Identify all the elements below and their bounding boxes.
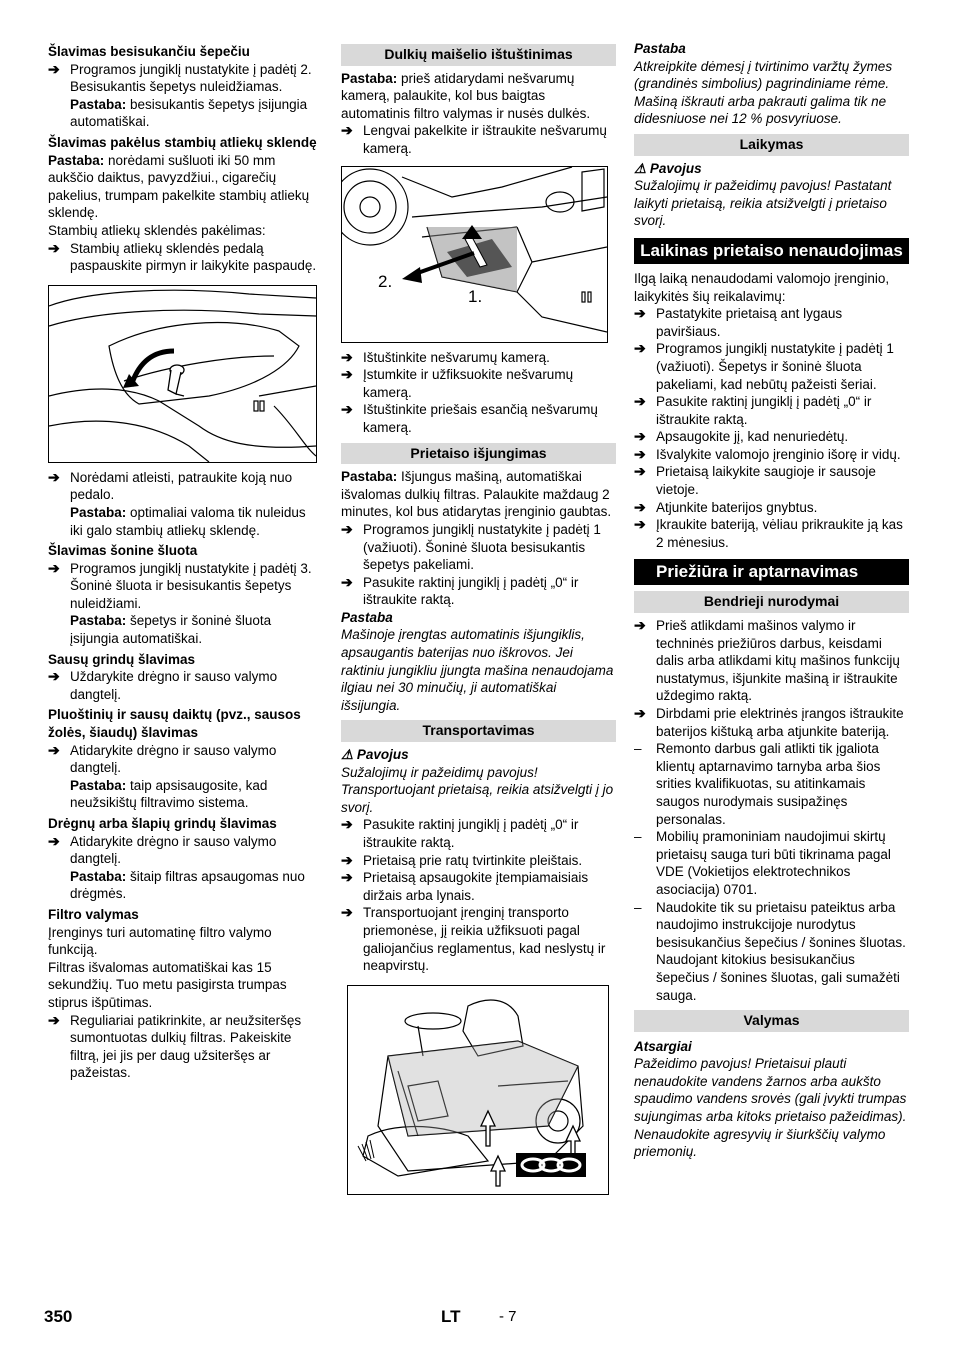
step: ➔ Prietaisą laikykite saugioje ir sausoje vietoje. bbox=[634, 463, 876, 498]
heading-filter: Filtro valymas bbox=[48, 906, 139, 922]
chapter-heading-maintenance: Priežiūra ir aptarnavimas bbox=[634, 559, 909, 585]
caution-title: Atsargiai bbox=[634, 1038, 692, 1054]
caution-text-2: Nenaudokite agresyvių ir šiurkščių valymo priemonių. bbox=[634, 1126, 886, 1160]
dash-bullet: – bbox=[634, 741, 642, 757]
caution-text: Pažeidimo pavojus! Prietaisui plauti nenaudokite vandens žarnos arba aukšto spaudimo vandens srovės (gali įvykti trumpas sujungimas arba kitoks prietaiso pažeidimas). bbox=[634, 1056, 907, 1125]
arrow-icon: ➔ bbox=[341, 851, 353, 868]
note: Pastaba: šepetys ir šoninė šluota įsijungia automatiškai. bbox=[70, 613, 272, 647]
language-code: LT bbox=[441, 1307, 461, 1327]
dust-chamber-illustration bbox=[342, 167, 607, 342]
dash-bullet: – bbox=[634, 899, 642, 915]
step: ➔ Transportuojant įrenginį transporto priemonėse, jį reikia užfiksuoti pagal galiojančius reglamentus, kad neslystų ir neapvirstų. bbox=[341, 904, 606, 974]
figure-transport-machine bbox=[347, 985, 609, 1195]
step: ➔ Programos jungiklį nustatykite į padėtį 3. Šoninė šluota ir besisukantis šepetys nuleidžiami. bbox=[48, 559, 312, 611]
heading-sweep-rotating: Šlavimas besisukančiu šepečiu bbox=[48, 44, 250, 59]
arrow-icon: ➔ bbox=[48, 668, 60, 685]
page-number: 350 bbox=[44, 1307, 73, 1327]
step: ➔ Programos jungiklį nustatykite į padėtį 1 (važiuoti). Šoninė šluota besisukantis šepetys pakeliami. bbox=[341, 520, 601, 573]
note-title: Pastaba bbox=[634, 41, 686, 56]
arrow-icon: ➔ bbox=[634, 617, 646, 634]
danger-text: Sužalojimų ir pažeidimų pavojus! Pastatant laikyti prietaisą, reikia atsižvelgti į prietaiso svorį. bbox=[634, 178, 892, 229]
paragraph: Stambių atliekų sklendės pakėlimas: bbox=[48, 222, 266, 238]
section-bar-cleaning: Valymas bbox=[634, 1010, 909, 1032]
arrow-icon: ➔ bbox=[341, 869, 353, 886]
step: ➔ Atjunkite baterijos gnybtus. bbox=[634, 498, 818, 515]
arrow-icon: ➔ bbox=[48, 239, 60, 256]
chapter-heading-idle: Laikinas prietaiso nenaudojimas bbox=[634, 238, 909, 264]
step: ➔ Ištuštinkite nešvarumų kamerą. bbox=[341, 348, 550, 365]
arrow-icon: ➔ bbox=[341, 816, 353, 833]
arrow-icon: ➔ bbox=[48, 1011, 60, 1028]
figure-label-1: 1. bbox=[468, 286, 483, 306]
figure-flap-pedal bbox=[48, 285, 317, 463]
step: ➔ Lengvai pakelkite ir ištraukite nešvarumų kamerą. bbox=[341, 122, 607, 156]
warning-icon: ⚠ bbox=[634, 160, 647, 176]
section-bar-off: Prietaiso išjungimas bbox=[341, 443, 616, 465]
arrow-icon: ➔ bbox=[634, 428, 646, 445]
paragraph: Pastaba: norėdami sušluoti iki 50 mm aukščio daiktus, pavyzdžiui., cigarečių pakelius, trumpam pakelkite stambių atliekų sklendę. bbox=[48, 152, 310, 221]
note: Pastaba: taip apsisaugosite, kad neužsikištų filtravimo sistema. bbox=[70, 777, 268, 811]
step: ➔ Prietaisą prie ratų tvirtinkite pleištais. bbox=[341, 851, 583, 868]
note: Pastaba: besisukantis šepetys įsijungia automatiškai. bbox=[70, 96, 308, 130]
arrow-icon: ➔ bbox=[341, 520, 353, 537]
step: ➔ Uždarykite drėgno ir sauso valymo dangtelį. bbox=[48, 668, 278, 702]
dash-item: – Remonto darbus gali atlikti tik įgaliota klientų aptarnavimo tarnyba arba šios srities kvalifikuotas, su atitinkamais saugos nurodymais susipažinęs personalas. bbox=[634, 741, 881, 827]
arrow-icon: ➔ bbox=[341, 122, 353, 139]
heading-dry: Sausų grindų šlavimas bbox=[48, 651, 196, 667]
arrow-icon: ➔ bbox=[341, 366, 353, 383]
column-left bbox=[48, 40, 320, 1082]
arrow-icon: ➔ bbox=[634, 340, 646, 357]
arrow-icon: ➔ bbox=[48, 60, 60, 77]
arrow-icon: ➔ bbox=[634, 445, 646, 462]
step: ➔ Išvalykite valomojo įrenginio išorę ir vidų. bbox=[634, 445, 901, 462]
arrow-icon: ➔ bbox=[634, 705, 646, 721]
danger-title: ⚠ Pavojus bbox=[634, 160, 702, 176]
step: ➔ Dirbdami prie elektrinės įrangos ištraukite baterijos kištuką arba atjunkite bateriją. bbox=[634, 705, 904, 739]
figure-dust-chamber bbox=[341, 166, 608, 343]
sweeper-machine-illustration bbox=[348, 986, 608, 1194]
step: ➔ Prietaisą apsaugokite įtempiamaisiais diržais arba lynais. bbox=[341, 869, 589, 903]
arrow-icon: ➔ bbox=[634, 463, 646, 480]
paragraph: Įrenginys turi automatinę filtro valymo funkciją. bbox=[48, 924, 272, 958]
arrow-icon: ➔ bbox=[634, 516, 646, 533]
figure-label-2: 2. bbox=[378, 271, 393, 291]
section-bar-transport: Transportavimas bbox=[341, 720, 616, 742]
arrow-icon: ➔ bbox=[634, 393, 646, 410]
section-bar-storage: Laikymas bbox=[634, 134, 909, 156]
step: ➔ Pastatykite prietaisą ant lygaus paviršiaus. bbox=[634, 305, 843, 339]
dash-bullet: – bbox=[634, 829, 642, 845]
arrow-icon: ➔ bbox=[634, 305, 646, 322]
arrow-icon: ➔ bbox=[48, 832, 60, 849]
warning-icon: ⚠ bbox=[341, 747, 354, 763]
heading-fibrous: Pluoštinių ir sausų daiktų (pvz., sausos žolės, šiaudų) šlavimas bbox=[48, 707, 301, 741]
section-bar-dust: Dulkių maišelio ištuštinimas bbox=[341, 44, 616, 66]
note: Pastaba: šitaip filtras apsaugomas nuo drėgmės. bbox=[70, 868, 305, 902]
column-middle bbox=[341, 40, 616, 1201]
sub-page-number: - 7 bbox=[499, 1308, 517, 1326]
step: ➔ Pasukite raktinį jungiklį į padėtį „0“ ir ištraukite raktą. bbox=[341, 573, 579, 608]
arrow-icon: ➔ bbox=[341, 348, 353, 365]
note-title: Pastaba bbox=[341, 609, 393, 625]
step: ➔ Reguliariai patikrinkite, ar neužsiteršęs sumontuotas dulkių filtras. Pakeiskite filtrą, jei jis per daug užsiteršęs ar pažeistas. bbox=[48, 1011, 302, 1081]
step: ➔ Prieš atlikdami mašinos valymo ir techninės priežiūros darbus, keisdami dalis arba atlikdami kitų mašinos funkcijų nustatymus, išjunkite mašiną ir ištraukite uždegimo raktą. bbox=[634, 617, 900, 704]
step: ➔ Pasukite raktinį jungiklį į padėtį „0“ ir ištraukite raktą. bbox=[634, 393, 872, 427]
note-text: Atkreipkite dėmesį į tvirtinimo varžtų žymes (grandinės simbolius) pagrindiniame rėme. Mašiną iškrauti arba pakrauti galima tik ne didesniuose nei 12 % posvyriuose. bbox=[634, 58, 893, 127]
danger-title: ⚠ Pavojus bbox=[341, 747, 409, 763]
heading-wet: Drėgnų arba šlapių grindų šlavimas bbox=[48, 816, 277, 831]
dash-item: – Naudokite tik su prietaisu pateiktus arba naudojimo instrukcijoje nurodytus besisukančius šepečius / šonines šluotas. Naudojant kitokius besisukančius šepečius / šonines šluotas, gali sumažėti sauga. bbox=[634, 899, 906, 1003]
note-text: Mašinoje įrengtas automatinis išjungiklis, apsaugantis baterijas nuo iškrovos. Jei raktiniu jungikliu įjungta mašina nenaudojama ilgiau nei 30 minučių, ji automatiškai išsijungia. bbox=[341, 627, 614, 713]
arrow-icon: ➔ bbox=[48, 468, 60, 485]
dash-item: – Mobilių pramoniniam naudojimui skirtų prietaisų sauga turi būti tikrinama pagal VDE (Vokietijos elektrotechnikos asociacija) 0701. bbox=[634, 829, 891, 897]
step: ➔ Įkraukite bateriją, vėliau prikraukite ją kas 2 mėnesius. bbox=[634, 516, 903, 550]
step: ➔ Atidarykite drėgno ir sauso valymo dangtelį. bbox=[48, 832, 277, 867]
arrow-icon: ➔ bbox=[634, 498, 646, 515]
step: ➔ Ištuštinkite priešais esančią nešvarumų kamerą. bbox=[341, 401, 598, 435]
heading-side-broom: Šlavimas šonine šluota bbox=[48, 543, 198, 559]
note: Pastaba: optimaliai valoma tik nuleidus iki galo stambių atliekų sklendę. bbox=[70, 504, 306, 538]
step: ➔ Stambių atliekų sklendės pedalą paspauskite pirmyn ir laikykite paspaudę. bbox=[48, 239, 317, 274]
arrow-icon: ➔ bbox=[341, 401, 353, 418]
arrow-icon: ➔ bbox=[48, 741, 60, 758]
step: ➔ Programos jungiklį nustatykite į padėtį 2. Besisukantis šepetys nuleidžiamas. bbox=[48, 60, 312, 95]
paragraph: Pastaba: prieš atidarydami nešvarumų kamerą, palaukite, kol bus baigtas automatinis filtro valymas ir nusės dulkės. bbox=[341, 70, 591, 121]
step: ➔ Įstumkite ir užfiksuokite nešvarumų kamerą. bbox=[341, 366, 574, 400]
paragraph: Filtras išvalomas automatiškai kas 15 sekundžių. Tuo metu pasigirsta trumpas stiprus išpūtimas. bbox=[48, 959, 287, 1010]
flap-pedal-illustration bbox=[49, 286, 316, 462]
paragraph: Pastaba: Išjungus mašiną, automatiškai išvalomas dulkių filtras. Palaukite maždaug 2 minutes, kol bus atidarytas įrenginio gaubtas. bbox=[341, 469, 612, 520]
section-bar-general: Bendrieji nurodymai bbox=[634, 591, 909, 613]
column-right bbox=[634, 40, 909, 1161]
heading-flap: Šlavimas pakėlus stambių atliekų sklendę bbox=[48, 134, 317, 150]
arrow-icon: ➔ bbox=[48, 559, 60, 576]
danger-text: Sužalojimų ir pažeidimų pavojus! Transportuojant prietaisą, reikia atsižvelgti į jo svorį. bbox=[341, 764, 614, 815]
step: ➔ Programos jungiklį nustatykite į padėtį 1 (važiuoti). Šepetys ir šoninė šluota pakeliami, kad nebūtų pažeisti šeriai. bbox=[634, 340, 894, 392]
arrow-icon: ➔ bbox=[341, 573, 353, 590]
arrow-icon: ➔ bbox=[341, 904, 353, 921]
step: ➔ Atidarykite drėgno ir sauso valymo dangtelį. bbox=[48, 741, 277, 776]
step: ➔ Apsaugokite jį, kad nenuriedėtų. bbox=[634, 428, 849, 445]
paragraph: Ilgą laiką nenaudodami valomojo įrenginio, laikykitės šių reikalavimų: bbox=[634, 270, 890, 304]
step: ➔ Norėdami atleisti, patraukite koją nuo pedalo. bbox=[48, 468, 293, 503]
step: ➔ Pasukite raktinį jungiklį į padėtį „0“ ir ištraukite raktą. bbox=[341, 816, 579, 850]
